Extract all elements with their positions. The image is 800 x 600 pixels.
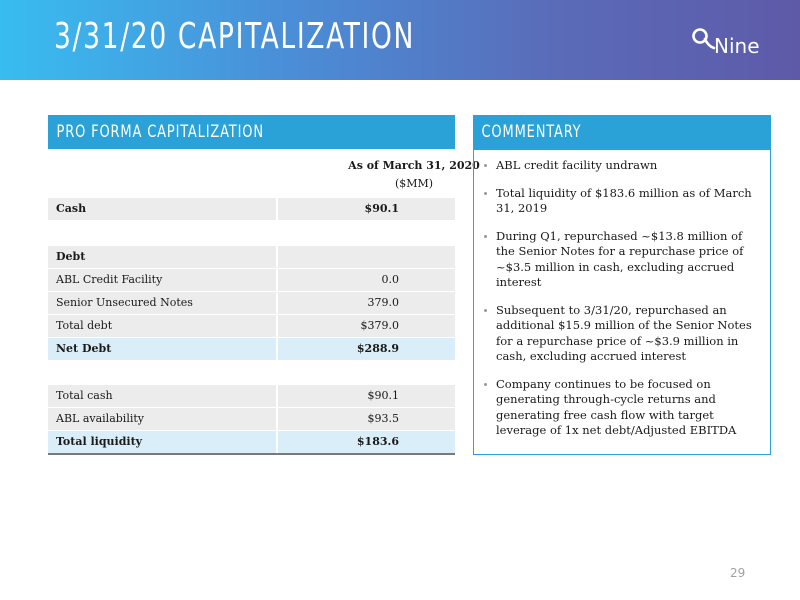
row-label: Cash xyxy=(48,198,276,220)
commentary-bullet: Company continues to be focused on generating through-cycle returns and generating free cash flow with target leverage of 1x net debt/Adjusted EBITDA xyxy=(482,377,762,439)
row-value: $90.1 xyxy=(278,385,455,407)
row-label: Total liquidity xyxy=(48,431,276,453)
commentary-bullet: Subsequent to 3/31/20, repurchased an additional $15.9 million of the Senior Notes for a repurchase price of ~$3.9 million in cash, excluding accrued interest xyxy=(482,303,762,365)
row-label: ABL availability xyxy=(48,408,276,430)
table-row-total-liquidity xyxy=(48,431,455,455)
row-label: Net Debt xyxy=(48,338,276,360)
commentary-bullet: ABL credit facility undrawn xyxy=(482,158,762,174)
row-label: Total cash xyxy=(48,385,276,407)
row-value: $288.9 xyxy=(278,338,455,360)
table-row-cash xyxy=(48,198,455,220)
commentary-panel xyxy=(473,149,771,455)
row-value: $90.1 xyxy=(278,198,455,220)
row-label: ABL Credit Facility xyxy=(48,269,276,291)
commentary-section-header xyxy=(473,115,771,149)
nine-logo-icon xyxy=(690,26,716,52)
row-label: Debt xyxy=(48,246,276,268)
commentary-bullet: During Q1, repurchased ~$13.8 million of the Senior Notes for a repurchase price of ~$3.5 million in cash, excluding accrued interest xyxy=(482,229,762,291)
table-row-total-cash xyxy=(48,385,455,407)
row-value: $93.5 xyxy=(278,408,455,430)
row-value: 0.0 xyxy=(278,269,455,291)
row-value: $183.6 xyxy=(278,431,455,453)
table-row-abl-credit-facility xyxy=(48,269,455,291)
row-label: Senior Unsecured Notes xyxy=(48,292,276,314)
commentary-bullet: Total liquidity of $183.6 million as of March 31, 2019 xyxy=(482,186,762,217)
row-label: Total debt xyxy=(48,315,276,337)
column-header-unit: ($MM) xyxy=(394,177,434,190)
column-header-date: As of March 31, 2020 xyxy=(348,159,480,172)
table-row-abl-availability xyxy=(48,408,455,430)
row-value: 379.0 xyxy=(278,292,455,314)
page-title: 3/31/20 CAPITALIZATION xyxy=(54,16,416,57)
row-value: $379.0 xyxy=(278,315,455,337)
pro-forma-section-title: PRO FORMA CAPITALIZATION xyxy=(56,122,264,142)
table-row-debt xyxy=(48,246,455,268)
table-row-net-debt xyxy=(48,338,455,360)
table-row-senior-unsecured-notes xyxy=(48,292,455,314)
table-row-total-debt xyxy=(48,315,455,337)
row-value xyxy=(278,246,455,268)
page-number: 29 xyxy=(730,566,746,580)
commentary-section-title: COMMENTARY xyxy=(481,122,582,142)
header-banner xyxy=(0,0,800,80)
logo-text: Nine xyxy=(714,34,760,58)
pro-forma-section-header xyxy=(48,115,455,149)
